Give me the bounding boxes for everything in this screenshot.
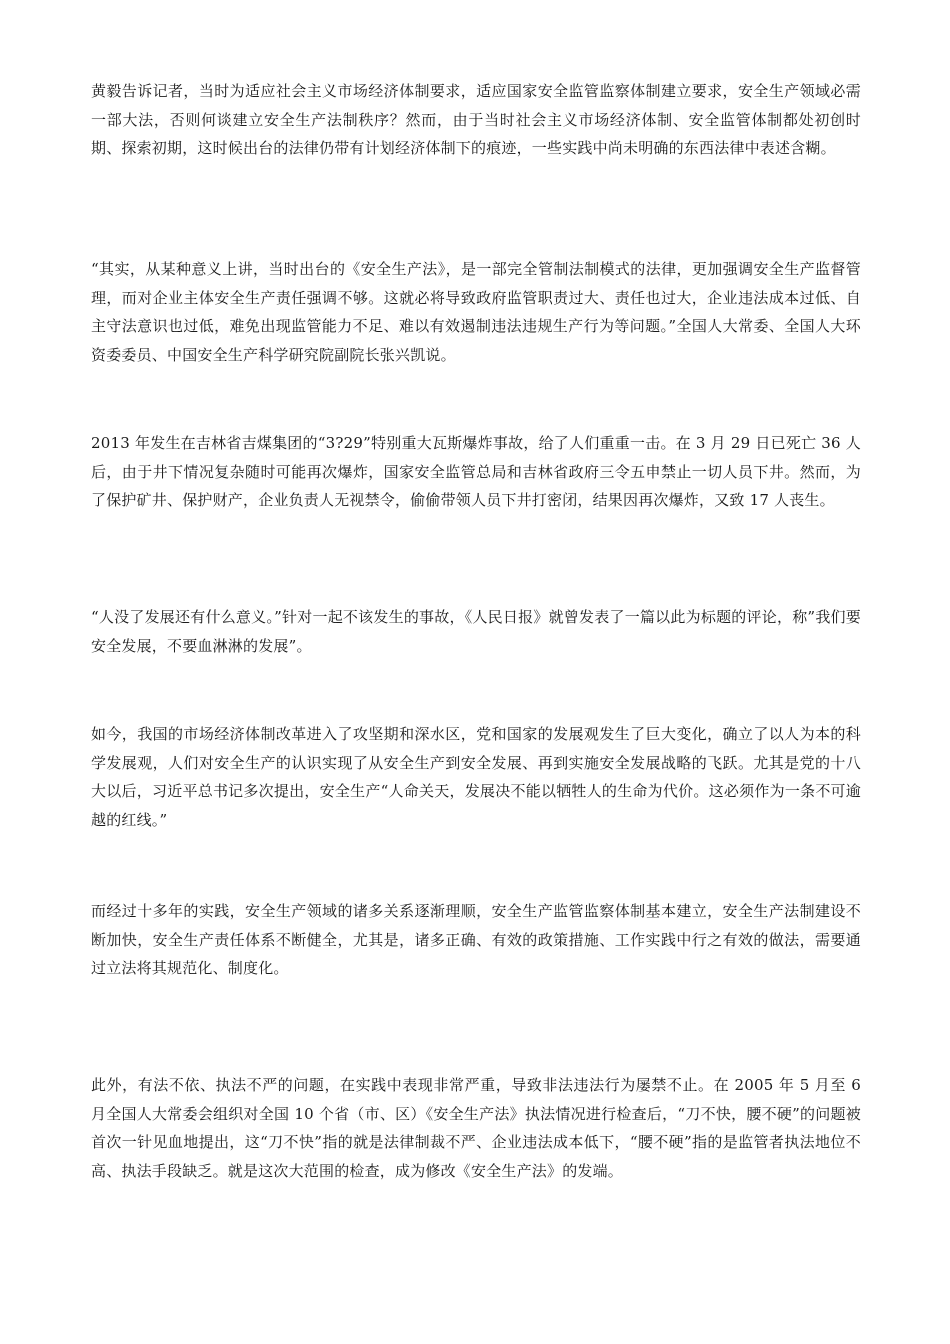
paragraph-1: 黄毅告诉记者，当时为适应社会主义市场经济体制要求，适应国家安全监管监察体制建立要求，安全生产领域必需一部大法，否则何谈建立安全生产法制秩序？然而，由于当时社会主义市场经济体制、安全监管体制都处初创时期、探索初期，这时候出台的法律仍带有计划经济体制下的痕迹，一些实践中尚未明确的东西法律中表述含糊。 — [91, 82, 861, 157]
paragraph-4: “人没了发展还有什么意义。”针对一起不该发生的事故，《人民日报》就曾发表了一篇以此为标题的评论，称”我们要安全发展，不要血淋淋的发展”。 — [91, 608, 861, 655]
paragraph-7: 此外，有法不依、执法不严的问题，在实践中表现非常严重，导致非法违法行为屡禁不止。在 2005 年 5 月至 6 月全国人大常委会组织对全国 10 个省（市、区）《安全生产法》执法情况进行检查后，“刀不快，腰不硬”的问题被首次一针见血地提出，这“刀不快”指的就是法律制裁不严、企业违法成本低下，“腰不硬”指的是监管者执法地位不高、执法手段缺乏。就是这次大范围的检查，成为修改《安全生产法》的发端。 — [91, 1076, 861, 1180]
paragraph-3: 2013 年发生在吉林省吉煤集团的“3?29”特别重大瓦斯爆炸事故，给了人们重重一击。在 3 月 29 日已死亡 36 人后，由于井下情况复杂随时可能再次爆炸，国家安全监管总局和吉林省政府三令五申禁止一切人员下井。然而，为了保护矿井、保护财产，企业负责人无视禁令，偷偷带领人员下井打密闭，结果因再次爆炸，又致 17 人丧生。 — [91, 434, 861, 509]
paragraph-5: 如今，我国的市场经济体制改革进入了攻坚期和深水区，党和国家的发展观发生了巨大变化，确立了以人为本的科学发展观，人们对安全生产的认识实现了从安全生产到安全发展、再到实施安全发展战略的飞跃。尤其是党的十八大以后，习近平总书记多次提出，安全生产“人命关天，发展决不能以牺牲人的生命为代价。这必须作为一条不可逾越的红线。” — [91, 725, 861, 829]
paragraph-6: 而经过十多年的实践，安全生产领域的诸多关系逐渐理顺，安全生产监管监察体制基本建立，安全生产法制建设不断加快，安全生产责任体系不断健全，尤其是，诸多正确、有效的政策措施、工作实践中行之有效的做法，需要通过立法将其规范化、制度化。 — [91, 902, 861, 977]
paragraph-2: “其实，从某种意义上讲，当时出台的《安全生产法》，是一部完全管制法制模式的法律，更加强调安全生产监督管理，而对企业主体安全生产责任强调不够。这就必将导致政府监管职责过大、责任也过大，企业违法成本过低、自主守法意识也过低，难免出现监管能力不足、难以有效遏制违法违规生产行为等问题。”全国人大常委、全国人大环资委委员、中国安全生产科学研究院副院长张兴凯说。 — [91, 260, 861, 364]
